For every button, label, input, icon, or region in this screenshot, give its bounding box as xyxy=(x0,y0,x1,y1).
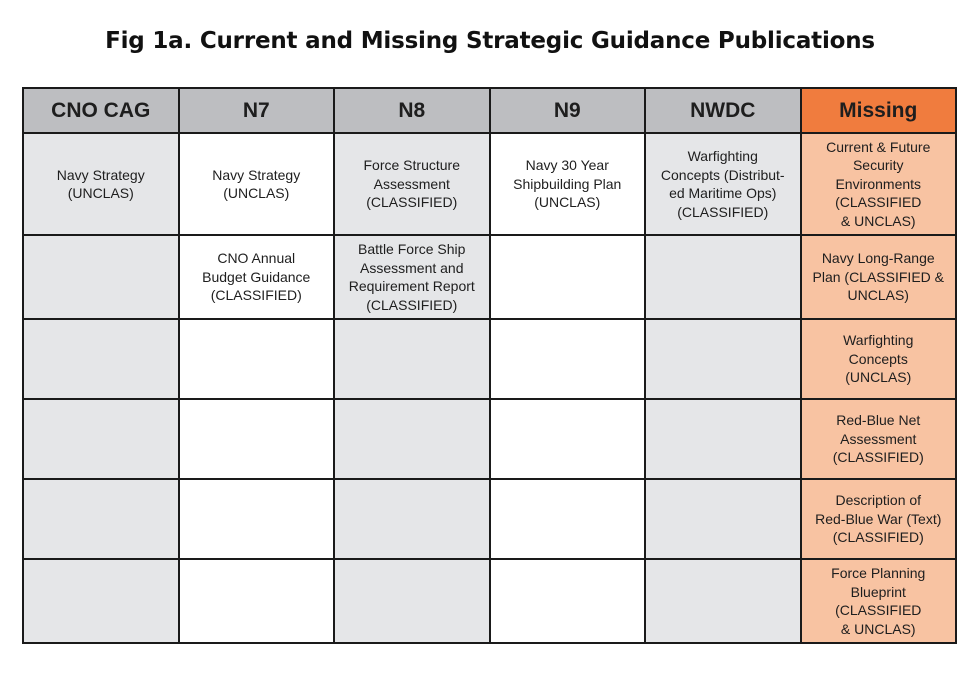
table-cell xyxy=(645,235,801,319)
cell-text: Current & Future Security Environments (CLASSIFIED & UNCLAS) xyxy=(826,138,931,229)
cell-text: Force Planning Blueprint (CLASSIFIED & UNCLAS) xyxy=(831,565,926,637)
table-row xyxy=(23,399,956,479)
table-cell xyxy=(490,399,646,479)
table-row xyxy=(23,559,956,643)
table-row xyxy=(23,319,956,399)
table-cell xyxy=(490,319,646,399)
cell-text: Description of Red-Blue War (Text) (CLASSIFIED) xyxy=(815,492,942,546)
table-cell xyxy=(179,319,335,399)
table-cell xyxy=(645,133,801,235)
table-row xyxy=(23,479,956,559)
cell-text: Force Structure Assessment (CLASSIFIED) xyxy=(363,157,460,211)
table-cell xyxy=(23,235,179,319)
cell-text: Navy Strategy (UNCLAS) xyxy=(56,166,145,201)
table-row xyxy=(23,133,956,235)
table-cell xyxy=(645,559,801,643)
table-cell xyxy=(179,235,335,319)
table-cell xyxy=(645,399,801,479)
table-cell xyxy=(179,133,335,235)
missing-cell xyxy=(801,399,957,479)
column-header-missing: Missing xyxy=(801,88,957,133)
table-cell xyxy=(645,319,801,399)
cell-text: Navy Strategy (UNCLAS) xyxy=(212,166,301,201)
cell-text: CNO Annual Budget Guidance (CLASSIFIED) xyxy=(202,250,311,304)
column-header-n8: N8 xyxy=(334,88,490,133)
column-header-cno-cag: CNO CAG xyxy=(23,88,179,133)
cell-text: Battle Force Ship Assessment and Requirement Report (CLASSIFIED) xyxy=(348,241,475,313)
table-cell xyxy=(645,479,801,559)
missing-cell xyxy=(801,559,957,643)
table-cell xyxy=(490,133,646,235)
missing-cell xyxy=(801,235,957,319)
figure-title: Fig 1a. Current and Missing Strategic Guidance Publications xyxy=(105,28,875,54)
column-header-n9: N9 xyxy=(490,88,646,133)
table-cell xyxy=(490,235,646,319)
header-row xyxy=(23,88,956,133)
table-cell xyxy=(23,319,179,399)
table-cell xyxy=(490,479,646,559)
missing-cell xyxy=(801,319,957,399)
table-cell xyxy=(334,559,490,643)
table-cell xyxy=(179,399,335,479)
column-header-n7: N7 xyxy=(179,88,335,133)
table-cell xyxy=(179,559,335,643)
table-cell xyxy=(490,559,646,643)
cell-text: Warfighting Concepts (Distribut- ed Maritime Ops) (CLASSIFIED) xyxy=(660,148,785,220)
missing-cell xyxy=(801,479,957,559)
guidance-table xyxy=(22,87,957,644)
table-cell xyxy=(334,399,490,479)
table-cell xyxy=(334,235,490,319)
table-cell xyxy=(334,133,490,235)
table-cell xyxy=(334,479,490,559)
cell-text: Navy Long-Range Plan (CLASSIFIED & UNCLAS) xyxy=(812,250,944,304)
missing-cell xyxy=(801,133,957,235)
cell-text: Red-Blue Net Assessment (CLASSIFIED) xyxy=(832,412,924,466)
column-header-nwdc: NWDC xyxy=(645,88,801,133)
table-cell xyxy=(23,133,179,235)
cell-text: Navy 30 Year Shipbuilding Plan (UNCLAS) xyxy=(513,157,622,211)
table-cell xyxy=(179,479,335,559)
table-cell xyxy=(23,399,179,479)
cell-text: Warfighting Concepts (UNCLAS) xyxy=(843,332,914,386)
table-cell xyxy=(23,479,179,559)
table-row xyxy=(23,235,956,319)
table-cell xyxy=(23,559,179,643)
table-cell xyxy=(334,319,490,399)
